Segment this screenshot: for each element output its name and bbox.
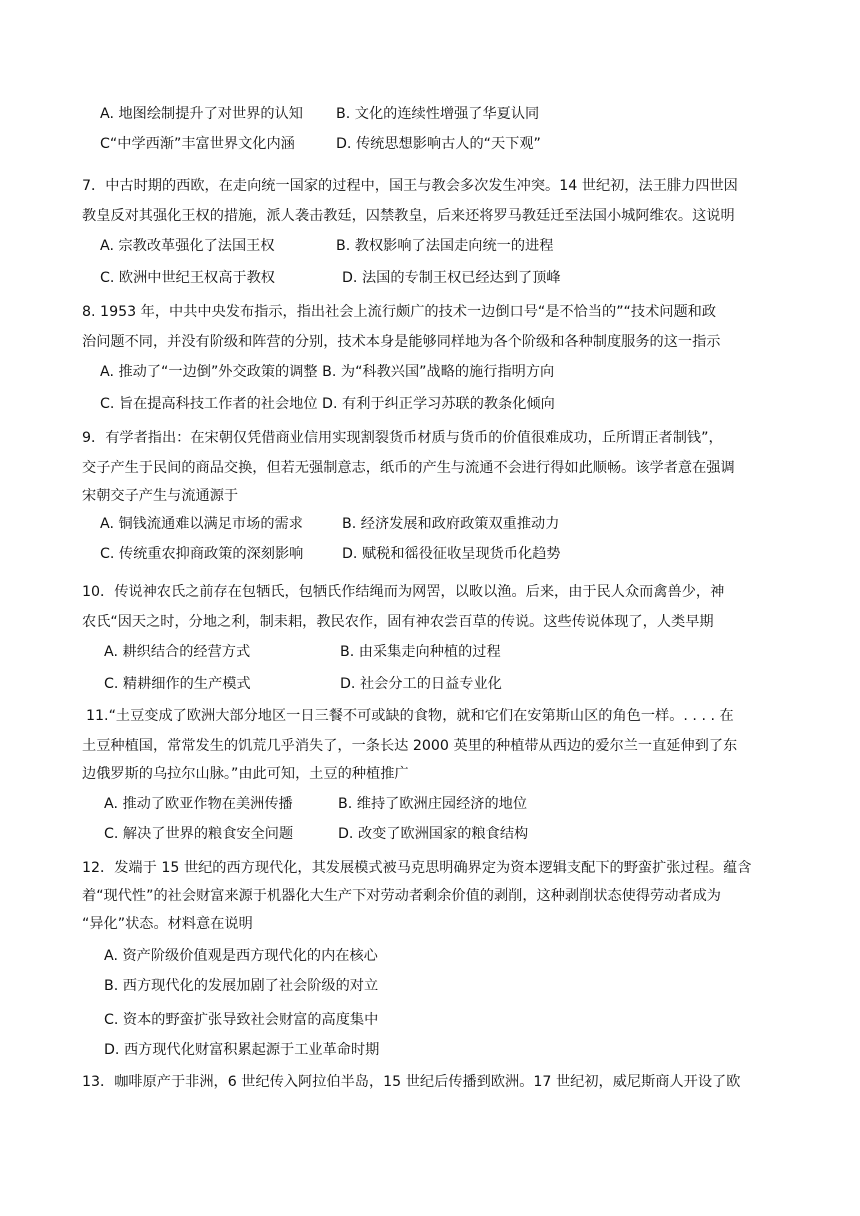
q9-stem-line-1: 9．有学者指出：在宋朝仅凭借商业信用实现割裂货币材质与货币的价值很难成功，丘所谓正者制钱”， (82, 430, 723, 446)
q10-option-a: A. 耕织结合的经营方式 (104, 644, 251, 660)
q9-option-d: D. 赋税和徭役征收呈现货币化趋势 (342, 546, 561, 562)
q12-stem-line-2: 着“现代性”的社会财富来源于机器化大生产下对劳动者剩余价值的剥削，这种剥削状态使得劳动者成为 (82, 888, 721, 904)
q13-stem-line-1: 13．咖啡原产于非洲，6 世纪传入阿拉伯半岛，15 世纪后传播到欧洲。17 世纪初，威尼斯商人开设了欧 (82, 1074, 741, 1090)
q6-option-d: D. 传统思想影响古人的“天下观” (336, 136, 541, 152)
q7-option-b: B. 教权影响了法国走向统一的进程 (336, 238, 554, 254)
q11-stem-line-3: 边俄罗斯的乌拉尔山脉。”由此可知，土豆的种植推广 (82, 766, 409, 782)
q8-options-ab: A. 推动了“一边倒”外交政策的调整 B. 为“科教兴国”战略的施行指明方向 (100, 364, 555, 380)
q11-option-c: C. 解决了世界的粮食安全问题 (104, 826, 294, 842)
q12-option-c: C. 资本的野蛮扩张导致社会财富的高度集中 (104, 1012, 379, 1028)
q6-option-c: C“中学西渐”丰富世界文化内涵 (100, 136, 295, 152)
q6-option-b: B. 文化的连续性增强了华夏认同 (336, 106, 540, 122)
q10-option-b: B. 由采集走向种植的过程 (340, 644, 501, 660)
q10-stem-line-1: 10．传说神农氏之前存在包牺氏，包牺氏作结绳而为网罟，以畋以渔。后来，由于民人众而禽兽少，神 (82, 584, 725, 600)
q12-stem-line-1: 12．发端于 15 世纪的西方现代化，其发展模式被马克思明确界定为资本逻辑支配下的野蛮扩张过程。蕴含 (82, 860, 752, 876)
q11-option-a: A. 推动了欧亚作物在美洲传播 (104, 796, 293, 812)
q7-option-d: D. 法国的专制王权已经达到了顶峰 (342, 270, 561, 286)
q12-option-a: A. 资产阶级价值观是西方现代化的内在核心 (104, 948, 378, 964)
q11-stem-line-1: 11.“土豆变成了欧洲大部分地区一日三餐不可或缺的食物，就和它们在安第斯山区的角色一样。. . . . 在 (86, 708, 734, 724)
q8-stem-line-2: 治问题不同，并没有阶级和阵营的分别，技术本身是能够同样地为各个阶级和各种制度服务的这一指示 (82, 334, 721, 350)
q7-stem-line-2: 教皇反对其强化王权的措施，派人袭击教廷，囚禁教皇，后来还将罗马教廷迁至法国小城阿维农。这说明 (82, 208, 735, 224)
q11-option-b: B. 维持了欧洲庄园经济的地位 (338, 796, 528, 812)
q8-options-cd: C. 旨在提高科技工作者的社会地位 D. 有利于纠正学习苏联的教条化倾向 (100, 396, 555, 412)
q7-stem-line-1: 7．中古时期的西欧，在走向统一国家的过程中，国王与教会多次发生冲突。14 世纪初，法王腓力四世因 (82, 178, 738, 194)
q10-option-c: C. 精耕细作的生产模式 (104, 676, 251, 692)
q9-stem-line-2: 交子产生于民间的商品交换，但若无强制意志，纸币的产生与流通不会进行得如此顺畅。该学者意在强调 (82, 460, 735, 476)
q8-stem-line-1: 8. 1953 年，中共中央发布指示，指出社会上流行颇广的技术一边倒口号“是不恰当的”“技术问题和政 (82, 304, 717, 320)
q11-stem-line-2: 土豆种植国，常常发生的饥荒几乎消失了，一条长达 2000 英里的种植带从西边的爱尔兰一直延伸到了东 (82, 738, 738, 754)
q6-option-a: A. 地图绘制提升了对世界的认知 (100, 106, 303, 122)
q7-option-c: C. 欧洲中世纪王权高于教权 (100, 270, 275, 286)
q9-stem-line-3: 宋朝交子产生与流通源于 (82, 488, 239, 504)
q9-option-b: B. 经济发展和政府政策双重推动力 (342, 516, 560, 532)
q11-option-d: D. 改变了欧洲国家的粮食结构 (338, 826, 529, 842)
q7-option-a: A. 宗教改革强化了法国王权 (100, 238, 275, 254)
q10-option-d: D. 社会分工的日益专业化 (340, 676, 502, 692)
q12-option-b: B. 西方现代化的发展加剧了社会阶级的对立 (104, 978, 379, 994)
q9-option-a: A. 铜钱流通难以满足市场的需求 (100, 516, 303, 532)
q10-stem-line-2: 农氏“因天之时，分地之利，制耒耜，教民农作，固有神农尝百草的传说。这些传说体现了，人类早期 (82, 614, 714, 630)
q12-option-d: D. 西方现代化财富积累起源于工业革命时期 (104, 1042, 380, 1058)
q12-stem-line-3: “异化”状态。材料意在说明 (82, 916, 253, 932)
q9-option-c: C. 传统重农抑商政策的深刻影响 (100, 546, 304, 562)
